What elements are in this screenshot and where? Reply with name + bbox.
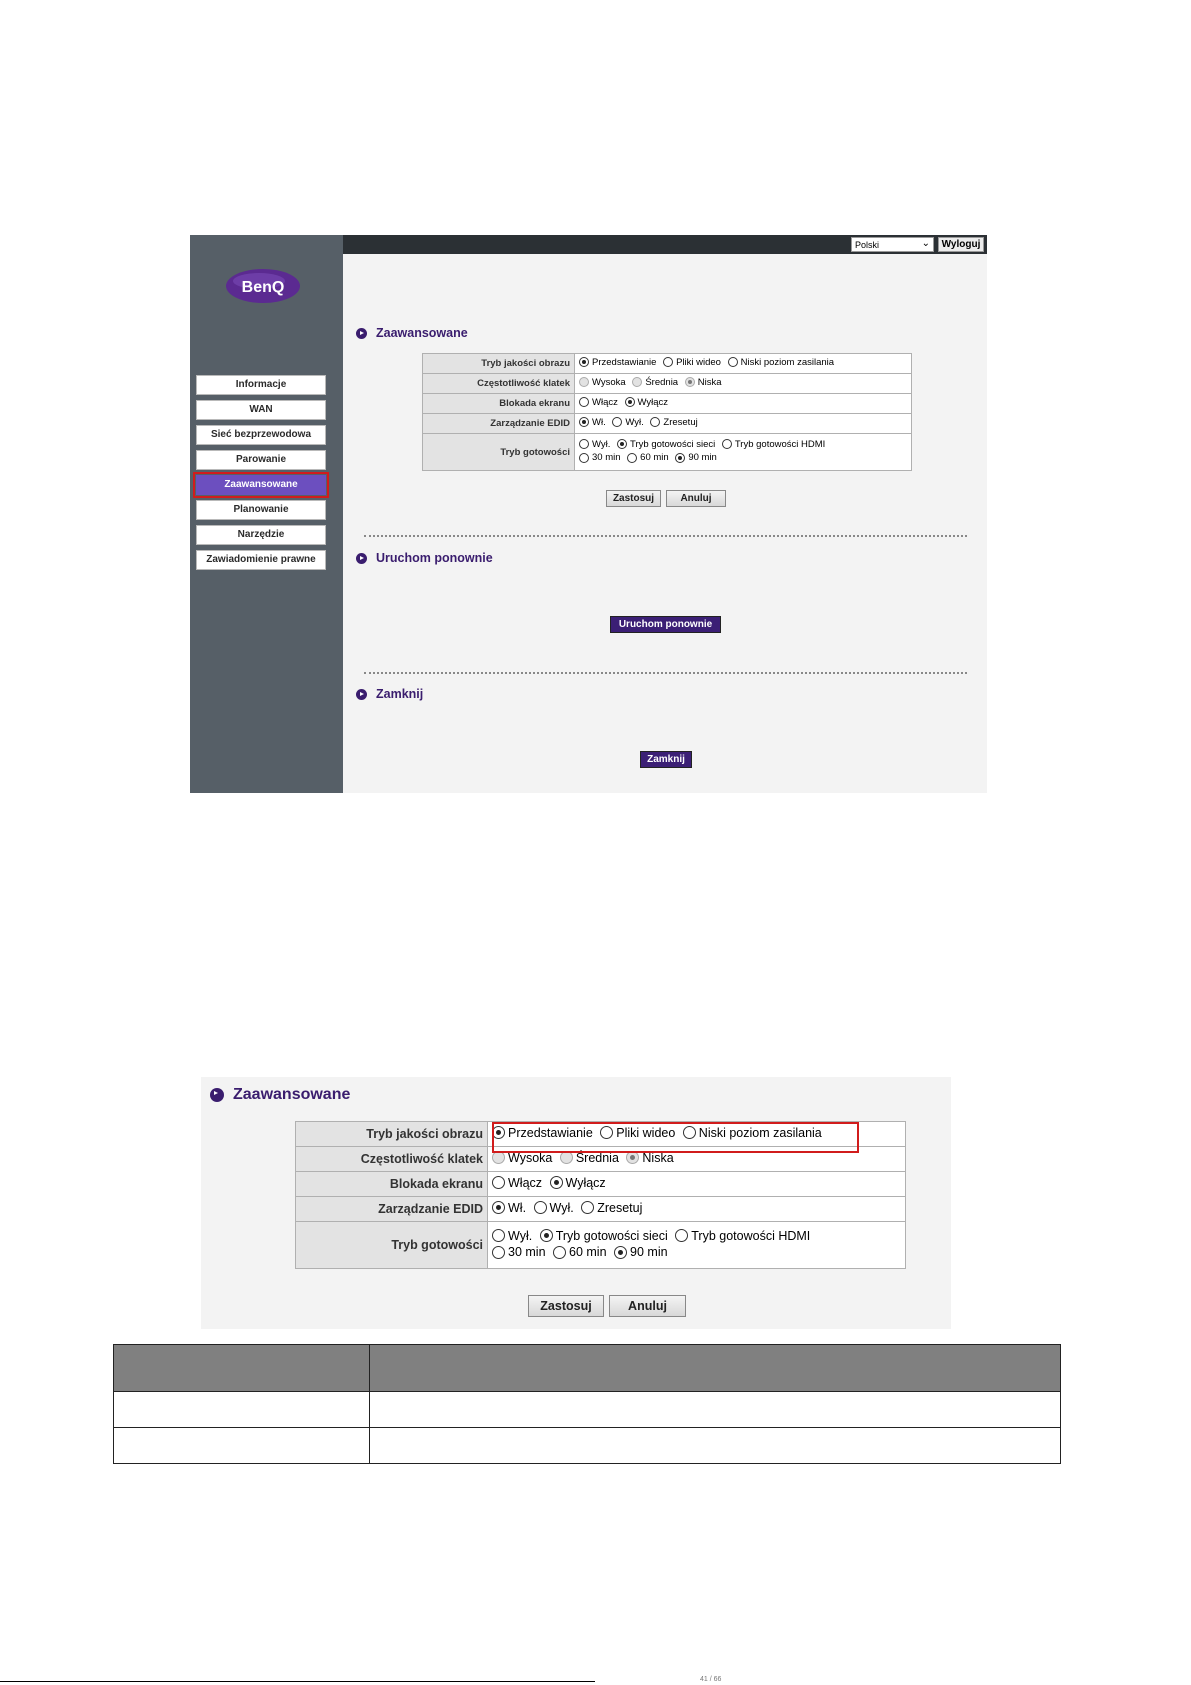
row-options bbox=[488, 1197, 906, 1222]
sidebar bbox=[190, 235, 343, 793]
table-row bbox=[296, 1222, 906, 1269]
radio-option[interactable] bbox=[675, 452, 717, 463]
radio-option-disabled bbox=[685, 377, 722, 388]
option-label: Wysoka bbox=[508, 1150, 553, 1165]
radio-disabled-icon bbox=[579, 377, 589, 387]
radio-option[interactable] bbox=[663, 357, 721, 368]
radio-option[interactable] bbox=[579, 357, 656, 368]
language-select-value: Polski bbox=[855, 240, 880, 250]
radio-option[interactable] bbox=[728, 357, 834, 368]
footer-rule bbox=[0, 1681, 595, 1682]
option-label: Włącz bbox=[592, 396, 618, 408]
option-label: Pliki wideo bbox=[616, 1125, 676, 1140]
table-row bbox=[423, 374, 912, 394]
radio-unchecked-icon bbox=[579, 439, 589, 449]
radio-option[interactable] bbox=[579, 439, 610, 450]
radio-checked-icon bbox=[492, 1201, 505, 1214]
option-label: Wysoka bbox=[592, 376, 626, 388]
radio-option[interactable] bbox=[553, 1245, 607, 1259]
radio-option[interactable] bbox=[579, 417, 606, 428]
sidebar-item-wan[interactable]: WAN bbox=[196, 400, 326, 420]
radio-unchecked-icon bbox=[492, 1246, 505, 1259]
table-cell bbox=[370, 1392, 1061, 1428]
sidebar-item-pairing[interactable]: Parowanie bbox=[196, 450, 326, 470]
radio-option[interactable] bbox=[627, 452, 669, 463]
radio-option[interactable] bbox=[492, 1229, 532, 1243]
admin-screenshot-full bbox=[190, 235, 987, 793]
section-advanced-header bbox=[210, 1086, 350, 1104]
radio-checked-icon bbox=[550, 1176, 563, 1189]
table-cell bbox=[114, 1428, 370, 1464]
table-header-cell bbox=[114, 1345, 370, 1392]
radio-unchecked-icon bbox=[728, 357, 738, 367]
option-label: Przedstawianie bbox=[508, 1125, 593, 1140]
table-row bbox=[114, 1428, 1061, 1464]
option-label: Wł. bbox=[592, 416, 606, 428]
option-label: Tryb gotowości sieci bbox=[630, 438, 716, 450]
chevron-down-icon: ⌄ bbox=[921, 238, 930, 249]
radio-option[interactable] bbox=[612, 417, 643, 428]
radio-option[interactable] bbox=[492, 1245, 546, 1259]
row-options bbox=[575, 374, 912, 394]
radio-unchecked-icon bbox=[627, 453, 637, 463]
option-label: Niska bbox=[697, 376, 722, 388]
table-row bbox=[114, 1392, 1061, 1428]
row-options bbox=[488, 1172, 906, 1197]
table-header-cell bbox=[370, 1345, 1061, 1392]
option-label: 30 min bbox=[592, 452, 621, 463]
section-divider bbox=[364, 672, 967, 674]
radio-unchecked-icon bbox=[675, 1229, 688, 1242]
radio-unchecked-icon bbox=[612, 417, 622, 427]
radio-option[interactable] bbox=[579, 452, 621, 463]
option-label: 30 min bbox=[508, 1245, 546, 1259]
option-label: Przedstawianie bbox=[592, 356, 657, 368]
play-bullet-icon bbox=[356, 328, 367, 339]
cancel-button[interactable]: Anuluj bbox=[609, 1295, 686, 1317]
radio-option-disabled bbox=[579, 377, 626, 388]
radio-option[interactable] bbox=[550, 1176, 606, 1190]
svg-text:BenQ: BenQ bbox=[241, 279, 285, 296]
radio-checked-icon bbox=[579, 417, 589, 427]
option-label: Wł. bbox=[508, 1200, 527, 1215]
row-options bbox=[575, 394, 912, 414]
radio-disabled-icon bbox=[492, 1151, 505, 1164]
row-label: Częstotliwość klatek bbox=[296, 1147, 488, 1172]
radio-disabled-checked-icon bbox=[685, 377, 695, 387]
row-label: Tryb gotowości bbox=[423, 434, 575, 471]
row-label: Blokada ekranu bbox=[296, 1172, 488, 1197]
row-label: Tryb jakości obrazu bbox=[423, 354, 575, 374]
option-label: Niska bbox=[642, 1150, 674, 1165]
option-label: 90 min bbox=[630, 1245, 668, 1259]
option-label: Średnia bbox=[575, 1150, 619, 1165]
radio-unchecked-icon bbox=[663, 357, 673, 367]
logout-button[interactable]: Wyloguj bbox=[938, 237, 984, 252]
row-label: Zarządzanie EDID bbox=[423, 414, 575, 434]
option-label: Niski poziom zasilania bbox=[698, 1125, 822, 1140]
radio-option[interactable] bbox=[650, 417, 697, 428]
row-label: Blokada ekranu bbox=[423, 394, 575, 414]
table-row bbox=[423, 414, 912, 434]
section-advanced-title: Zaawansowane bbox=[233, 1086, 351, 1103]
row-label: Tryb gotowości bbox=[296, 1222, 488, 1269]
table-cell bbox=[370, 1428, 1061, 1464]
restart-button[interactable]: Uruchom ponownie bbox=[610, 616, 721, 633]
radio-option[interactable] bbox=[614, 1245, 668, 1259]
option-label: Wył. bbox=[592, 438, 611, 450]
section-advanced-header bbox=[356, 326, 468, 340]
option-label: Tryb gotowości HDMI bbox=[691, 1228, 811, 1243]
apply-button[interactable]: Zastosuj bbox=[606, 490, 661, 507]
option-label: Wyłącz bbox=[565, 1175, 606, 1190]
section-restart-header bbox=[356, 551, 493, 565]
radio-option[interactable] bbox=[540, 1229, 668, 1243]
radio-checked-icon bbox=[617, 439, 627, 449]
radio-unchecked-icon bbox=[553, 1246, 566, 1259]
row-options bbox=[575, 414, 912, 434]
radio-checked-icon bbox=[614, 1246, 627, 1259]
table-row bbox=[296, 1197, 906, 1222]
sidebar-item-wireless[interactable]: Sieć bezprzewodowa bbox=[196, 425, 326, 445]
advanced-screenshot-zoomed bbox=[201, 1077, 951, 1329]
radio-unchecked-icon bbox=[492, 1229, 505, 1242]
row-label: Tryb jakości obrazu bbox=[296, 1122, 488, 1147]
section-advanced-title: Zaawansowane bbox=[376, 326, 468, 340]
radio-checked-icon bbox=[625, 397, 635, 407]
description-table bbox=[113, 1344, 1061, 1464]
option-label: Średnia bbox=[645, 376, 679, 388]
sidebar-item-advanced[interactable]: Zaawansowane bbox=[196, 475, 326, 495]
table-header-row bbox=[114, 1345, 1061, 1392]
section-close-header bbox=[356, 687, 423, 701]
row-options bbox=[575, 434, 912, 471]
radio-option[interactable] bbox=[617, 439, 715, 450]
close-button[interactable]: Zamknij bbox=[640, 751, 692, 768]
row-label: Częstotliwość klatek bbox=[423, 374, 575, 394]
radio-checked-icon bbox=[540, 1229, 553, 1242]
radio-option[interactable] bbox=[581, 1201, 642, 1215]
radio-unchecked-icon bbox=[534, 1201, 547, 1214]
advanced-settings-table bbox=[422, 353, 912, 471]
highlight-box bbox=[492, 1122, 859, 1153]
radio-unchecked-icon bbox=[492, 1176, 505, 1189]
radio-checked-icon bbox=[675, 453, 685, 463]
option-label: Tryb gotowości sieci bbox=[555, 1228, 668, 1243]
table-row bbox=[423, 394, 912, 414]
sidebar-item-informacje[interactable]: Informacje bbox=[196, 375, 326, 395]
option-label: 90 min bbox=[688, 452, 717, 463]
radio-unchecked-icon bbox=[581, 1201, 594, 1214]
cancel-button[interactable]: Anuluj bbox=[666, 490, 726, 507]
section-close-title: Zamknij bbox=[376, 687, 424, 701]
option-label: 60 min bbox=[569, 1245, 607, 1259]
row-options bbox=[575, 354, 912, 374]
option-label: Wył. bbox=[625, 416, 644, 428]
radio-disabled-checked-icon bbox=[626, 1151, 639, 1164]
sidebar-nav bbox=[196, 375, 326, 575]
option-label: Wył. bbox=[508, 1228, 533, 1243]
radio-disabled-icon bbox=[560, 1151, 573, 1164]
radio-unchecked-icon bbox=[579, 453, 589, 463]
option-label: Wyłącz bbox=[637, 396, 669, 408]
play-bullet-icon bbox=[356, 553, 367, 564]
radio-option[interactable] bbox=[492, 1201, 526, 1215]
radio-option[interactable] bbox=[625, 397, 669, 408]
radio-unchecked-icon bbox=[579, 397, 589, 407]
radio-checked-icon bbox=[579, 357, 589, 367]
language-select[interactable] bbox=[851, 237, 934, 252]
row-label: Zarządzanie EDID bbox=[296, 1197, 488, 1222]
radio-option[interactable] bbox=[579, 397, 618, 408]
table-row bbox=[423, 354, 912, 374]
option-label: Pliki wideo bbox=[676, 356, 721, 368]
option-label: Zresetuj bbox=[663, 416, 698, 428]
radio-option[interactable] bbox=[534, 1201, 574, 1215]
apply-button[interactable]: Zastosuj bbox=[528, 1295, 604, 1317]
radio-disabled-icon bbox=[632, 377, 642, 387]
radio-option[interactable] bbox=[722, 439, 825, 450]
table-row bbox=[296, 1172, 906, 1197]
option-label: Włącz bbox=[508, 1175, 543, 1190]
option-label: Zresetuj bbox=[597, 1200, 643, 1215]
sidebar-item-legal[interactable]: Zawiadomienie prawne bbox=[196, 550, 326, 570]
table-row bbox=[423, 434, 912, 471]
radio-unchecked-icon bbox=[650, 417, 660, 427]
section-restart-title: Uruchom ponownie bbox=[376, 551, 493, 565]
section-divider bbox=[364, 535, 967, 537]
row-options bbox=[488, 1222, 906, 1269]
page-number: 41 / 66 bbox=[700, 1676, 722, 1683]
radio-option[interactable] bbox=[675, 1229, 810, 1243]
radio-option-disabled bbox=[632, 377, 678, 388]
play-bullet-icon bbox=[356, 689, 367, 700]
sidebar-item-scheduling[interactable]: Planowanie bbox=[196, 500, 326, 520]
option-label: Niski poziom zasilania bbox=[740, 356, 835, 368]
radio-unchecked-icon bbox=[722, 439, 732, 449]
option-label: 60 min bbox=[640, 452, 669, 463]
option-label: Tryb gotowości HDMI bbox=[734, 438, 826, 450]
radio-option[interactable] bbox=[492, 1176, 542, 1190]
play-bullet-icon bbox=[210, 1088, 224, 1102]
table-cell bbox=[114, 1392, 370, 1428]
benq-logo bbox=[225, 267, 301, 305]
sidebar-item-tools[interactable]: Narzędzie bbox=[196, 525, 326, 545]
option-label: Wył. bbox=[549, 1200, 574, 1215]
